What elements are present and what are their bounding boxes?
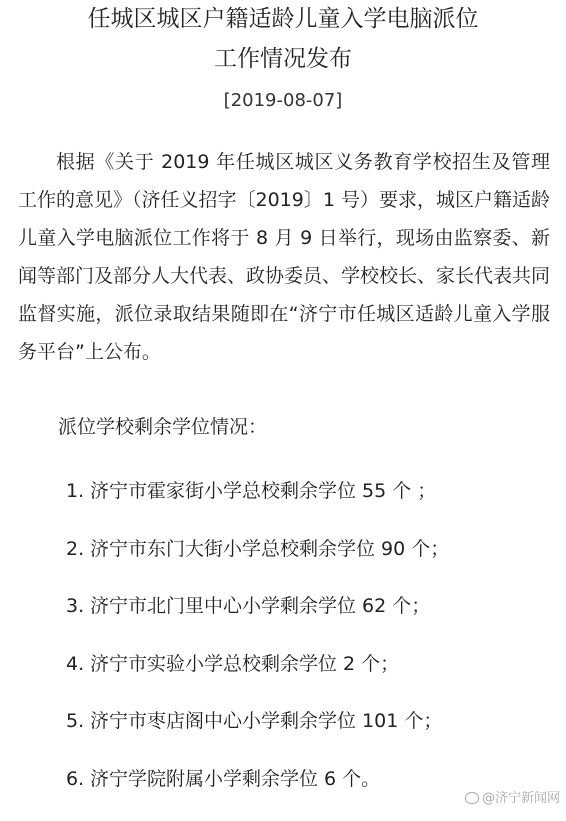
title-line-1: 任城区城区户籍适龄儿童入学电脑派位 xyxy=(0,4,566,34)
watermark xyxy=(465,791,560,807)
list-item xyxy=(66,476,449,534)
list-item xyxy=(66,591,449,649)
school-list xyxy=(66,476,449,821)
list-item-text: 济宁学院附属小学剩余学位 6 个。 xyxy=(90,768,380,790)
section-subheading: 派位学校剩余学位情况： xyxy=(58,412,267,442)
list-item xyxy=(66,764,449,821)
list-item-text: 济宁市北门里中心小学剩余学位 62 个； xyxy=(90,595,430,617)
publish-date: [2019-08-07] xyxy=(0,88,566,114)
list-item-text: 济宁市枣店阁中心小学剩余学位 101 个； xyxy=(90,710,442,732)
list-item-text: 济宁市霍家街小学总校剩余学位 55 个 ； xyxy=(90,480,436,502)
list-item-text: 济宁市东门大街小学总校剩余学位 90 个； xyxy=(90,538,449,560)
list-item-number: 1. xyxy=(66,476,90,506)
body-paragraph: 根据《关于 2019 年任城区城区义务教育学校招生及管理工作的意见》（济任义招字〔2019〕1 号）要求，城区户籍适龄儿童入学电脑派位工作将于 8 月 9 日举行，现场由监察委、新闻等部门及部分人大代表、政协委员、学校校长、家长代表共同监督实施，派位录取结果随即在“济宁市任城区适龄儿童入学服务平台”上公布。 xyxy=(18,143,550,371)
title-line-2: 工作情况发布 xyxy=(0,44,566,74)
weibo-icon xyxy=(465,792,479,804)
watermark-text: @济宁新闻网 xyxy=(482,791,560,806)
list-item xyxy=(66,534,449,592)
list-item xyxy=(66,649,449,707)
list-item-text: 济宁市实验小学总校剩余学位 2 个； xyxy=(90,653,399,675)
list-item-number: 4. xyxy=(66,649,90,679)
list-item xyxy=(66,706,449,764)
list-item-number: 5. xyxy=(66,706,90,736)
list-item-number: 2. xyxy=(66,534,90,564)
list-item-number: 3. xyxy=(66,591,90,621)
list-item-number: 6. xyxy=(66,764,90,794)
